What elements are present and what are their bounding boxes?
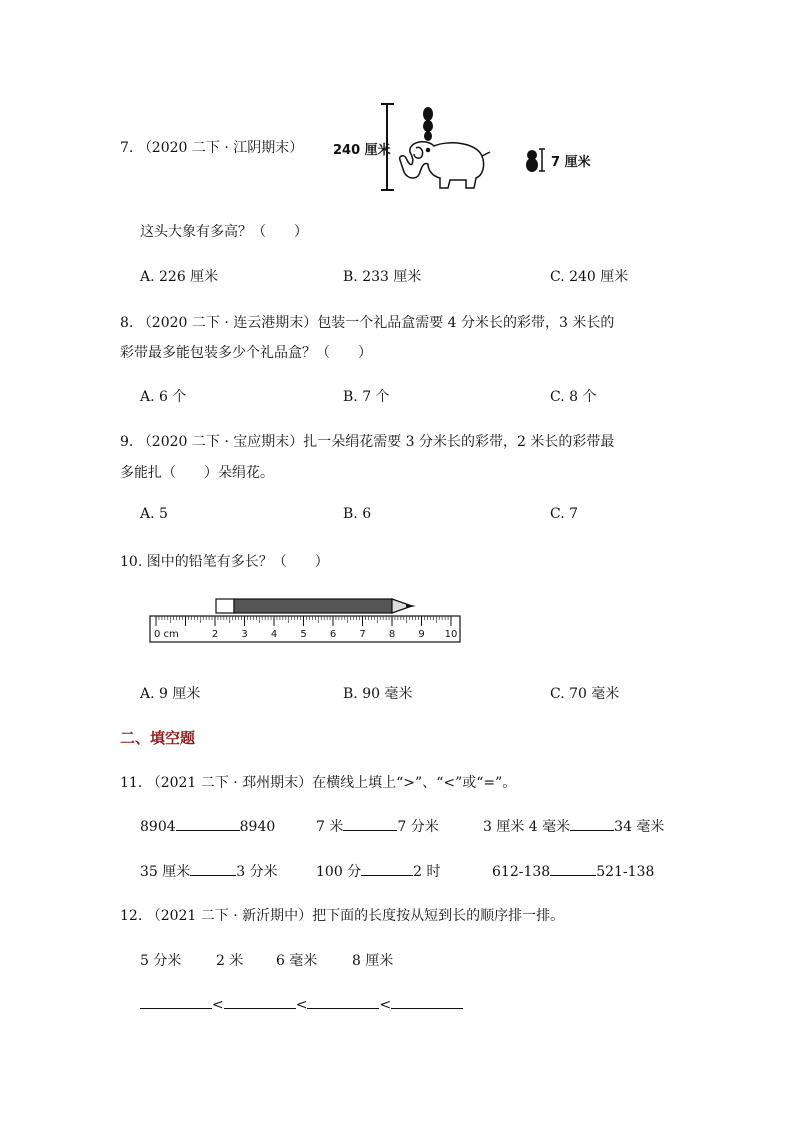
child-silhouette — [423, 107, 433, 121]
ruler-tick-label: 2 — [211, 629, 219, 640]
compare-left: 3 厘米 4 毫米 — [483, 819, 571, 835]
q11-row2-item1 — [140, 861, 278, 881]
q8-option-c: C. 8 个 — [550, 389, 597, 405]
elephant-icon — [400, 142, 490, 188]
q11-row2-item2 — [316, 861, 441, 881]
q9-line1: 9. （2020 二下 · 宝应期末）扎一朵绢花需要 3 分米长的彩带，2 米长的彩带最 — [120, 434, 615, 450]
q9-option-a: A. 5 — [140, 506, 168, 522]
q7-option-c: C. 240 厘米 — [550, 269, 629, 285]
child-silhouette — [424, 131, 432, 141]
q10-line1: 10. 图中的铅笔有多长？（ ） — [120, 554, 329, 570]
q7-stem — [120, 137, 303, 157]
answer-blank[interactable] — [343, 816, 397, 831]
pencil-eraser — [216, 599, 234, 613]
answer-blank[interactable] — [176, 816, 240, 831]
ruler-tick-label: 6 — [329, 629, 337, 640]
less-than-sign: < — [212, 997, 224, 1013]
pencil-icon — [216, 599, 416, 613]
length-item: 2 米 — [216, 953, 244, 969]
compare-left: 100 分 — [316, 864, 362, 880]
q11-row2-item3 — [492, 861, 654, 880]
compare-right: 34 毫米 — [614, 819, 665, 835]
ruler-tick-label: 4 — [270, 629, 278, 640]
q7-question: 这头大象有多高？（ ） — [140, 224, 308, 240]
ruler-tick-label: 3 — [241, 629, 248, 640]
ruler-tick-label: 10 — [444, 629, 458, 640]
compare-left: 612-138 — [492, 864, 551, 880]
q10-option-b: B. 90 毫米 — [343, 686, 413, 702]
q12-line1: 12. （2021 二下 · 新沂期中）把下面的长度按从短到长的顺序排一排。 — [120, 908, 565, 924]
q8-line2: 彩带最多能包装多少个礼品盒？（ ） — [120, 345, 372, 361]
q10-option-c: C. 70 毫米 — [550, 686, 620, 702]
ruler-tick-label: 8 — [388, 629, 396, 640]
child-silhouette — [423, 120, 433, 132]
answer-blank[interactable] — [190, 861, 236, 876]
order-blank[interactable] — [391, 994, 463, 1009]
q11-row1-item1 — [140, 816, 275, 835]
q8-option-a: A. 6 个 — [140, 389, 187, 405]
compare-left: 8904 — [140, 819, 176, 835]
length-item: 5 分米 — [140, 953, 182, 969]
elephant-height-label: 240 厘米 — [333, 143, 391, 158]
q9-option-b: B. 6 — [343, 506, 372, 522]
less-than-sign: < — [379, 997, 392, 1013]
answer-blank[interactable] — [550, 861, 596, 876]
ruler-tick-label: 7 — [359, 629, 366, 640]
q11-line1: 11. （2021 二下 · 邳州期末）在横线上填上“>”、“<”或“=”。 — [120, 775, 517, 791]
q8-line1: 8. （2020 二下 · 连云港期末）包装一个礼品盒需要 4 分米长的彩带，3 米长的 — [120, 315, 615, 331]
compare-right: 3 分米 — [236, 864, 278, 880]
ruler-start-label: 0 cm — [154, 629, 179, 640]
less-than-sign: < — [295, 997, 308, 1013]
compare-left: 7 米 — [316, 819, 344, 835]
q11-row1-item2 — [316, 816, 439, 836]
compare-right: 8940 — [239, 819, 276, 835]
order-blank[interactable] — [307, 994, 379, 1009]
pencil-body — [234, 599, 392, 613]
order-blank[interactable] — [224, 994, 296, 1009]
child-body-icon — [526, 158, 538, 172]
q9-option-c: C. 7 — [550, 506, 579, 522]
compare-right: 7 分米 — [397, 819, 439, 835]
compare-right: 2 时 — [413, 864, 441, 880]
ordering-row — [140, 994, 463, 1013]
q7-number: 7. — [120, 140, 134, 156]
order-blank[interactable] — [140, 994, 212, 1009]
answer-blank[interactable] — [570, 816, 614, 831]
compare-right: 521-138 — [596, 864, 655, 880]
compare-left: 35 厘米 — [140, 864, 191, 880]
q8-option-b: B. 7 个 — [343, 389, 390, 405]
ruler-tick-label: 9 — [418, 629, 425, 640]
q7-source: （2020 二下 · 江阴期末） — [137, 140, 304, 156]
q9-line2: 多能扎（ ）朵绢花。 — [120, 465, 274, 481]
answer-blank[interactable] — [361, 861, 413, 876]
child-height-label: 7 厘米 — [551, 155, 591, 170]
pencil-ruler-figure — [148, 594, 464, 650]
q7-option-b: B. 233 厘米 — [343, 269, 422, 285]
pencil-lead — [406, 604, 416, 608]
section-title: 二、填空题 — [120, 729, 196, 747]
q10-option-a: A. 9 厘米 — [140, 686, 201, 702]
length-item: 8 厘米 — [352, 953, 394, 969]
length-item: 6 毫米 — [276, 953, 318, 969]
elephant-figure — [378, 100, 498, 195]
q7-option-a: A. 226 厘米 — [140, 269, 219, 285]
ruler-tick-label: 5 — [300, 629, 307, 640]
q11-row1-item3 — [483, 816, 664, 836]
